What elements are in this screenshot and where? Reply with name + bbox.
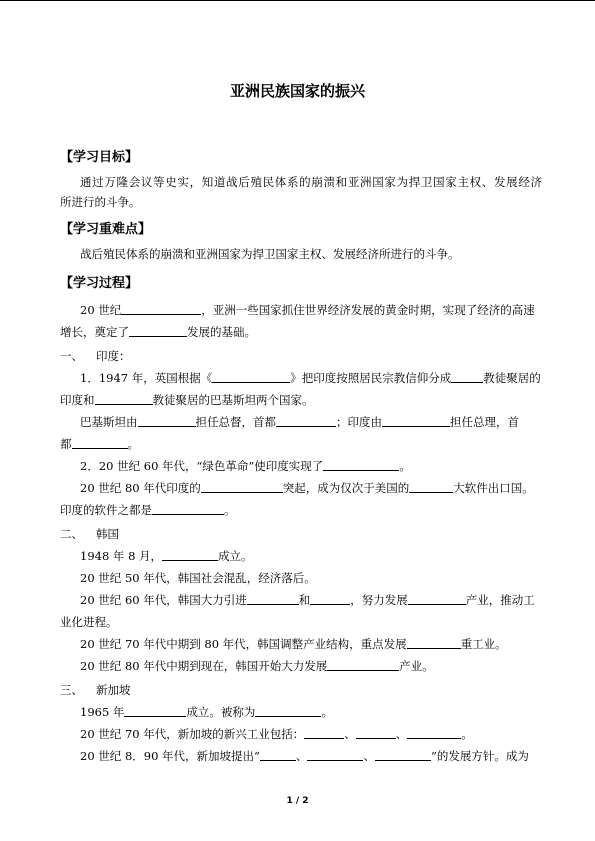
text: 》把印度按照居民宗教信仰分成 [290,371,452,385]
fill-blank[interactable] [138,414,196,427]
fill-blank[interactable] [201,480,283,493]
fill-blank[interactable] [408,592,466,605]
korea-line-4: 业化进程。 [60,615,118,629]
text: 。 [321,705,333,719]
page-top-rule [0,0,595,1]
text: 1965 年 [80,705,125,719]
fill-blank[interactable] [121,302,201,315]
text: 成立。 [218,549,253,563]
text: 增长，奠定了 [60,325,129,339]
text: 产业。 [399,659,434,673]
singapore-line-2 [60,724,542,744]
fill-blank[interactable] [72,436,128,449]
singapore-heading [60,680,542,700]
india-line-6 [60,478,542,498]
text: 印度的软件之都是 [60,503,152,517]
fill-blank[interactable] [247,592,299,605]
text: 20 世纪 70 年代，新加坡的新兴工业包括： [80,727,305,741]
text: 。 [399,459,411,473]
text: 、 [344,727,356,741]
section-heading-process: 【学习过程】 [60,276,139,291]
subheading: 韩国 [96,527,119,541]
list-number: 二、 [60,527,83,541]
text: 、 [363,749,375,763]
text: 产业，推动工 [465,593,535,607]
text: 。 [127,437,139,451]
section-heading-goal: 【学习目标】 [60,150,139,165]
fill-blank[interactable] [95,392,153,405]
india-line-2 [60,390,542,410]
text: 突起，成为仅次于美国的 [282,481,410,495]
fill-blank[interactable] [212,370,290,383]
korea-line-3 [60,590,542,610]
text: 20 世纪 60 年代，韩国大力引进 [80,593,247,607]
text: 大软件出口国。 [453,481,534,495]
india-line-1 [60,368,542,388]
fill-blank[interactable] [375,748,431,761]
text: 成立。被称为 [186,705,256,719]
india-line-4 [60,434,542,454]
india-line-3 [60,412,542,432]
text: 。 [461,727,473,741]
fill-blank[interactable] [327,658,399,671]
korea-line-6 [60,656,542,676]
india-heading [60,346,542,366]
text: 都 [60,437,72,451]
korea-line-2: 20 世纪 50 年代，韩国社会混乱，经济落后。 [80,571,316,585]
text: ”的发展方针。成为 [430,749,529,763]
fill-blank[interactable] [304,726,344,739]
intro-line-2 [60,322,542,342]
subheading: 印度： [96,349,131,363]
text: 20 世纪 70 年代中期到 80 年代，韩国调整产业结构，重点发展 [80,637,407,651]
fill-blank[interactable] [407,636,461,649]
text: 20 世纪 80 年代印度的 [80,481,201,495]
text: 1948 年 8 月， [80,549,163,563]
text: 和 [298,593,311,607]
singapore-line-3 [60,746,542,766]
key-text: 战后殖民体系的崩溃和亚洲国家为捍卫国家主权、发展经济所进行的斗争。 [80,247,460,261]
india-line-5 [60,456,542,476]
fill-blank[interactable] [356,726,396,739]
text: 。 [224,503,236,517]
text: 20 世纪 80 年代中期到现在，韩国开始大力发展 [80,659,328,673]
fill-blank[interactable] [310,592,350,605]
goal-text-line-1: 通过万隆会议等史实，知道战后殖民体系的崩溃和亚洲国家为捍卫国家主权、发展经济 [80,175,542,189]
text: 印度和 [60,393,95,407]
fill-blank[interactable] [255,704,321,717]
fill-blank[interactable] [260,748,296,761]
text: ，努力发展 [350,593,408,607]
page-title: 亚洲民族国家的振兴 [229,82,365,100]
text: 1．1947 年，英国根据《 [80,371,213,385]
text: 重工业。 [460,637,507,651]
text: 20 世纪 8．90 年代，新加坡提出“ [80,749,260,763]
fill-blank[interactable] [129,324,187,337]
fill-blank[interactable] [323,458,399,471]
korea-line-1 [60,546,542,566]
text: 巴基斯坦由 [80,415,138,429]
fill-blank[interactable] [152,502,224,515]
section-heading-key: 【学习重难点】 [60,222,152,237]
text: 担任总理，首 [450,415,519,429]
subheading: 新加坡 [96,683,131,697]
fill-blank[interactable] [162,548,218,561]
india-line-7 [60,500,542,520]
text: ；印度由 [336,415,382,429]
text: 、 [395,727,408,741]
fill-blank[interactable] [409,480,453,493]
fill-blank[interactable] [276,414,336,427]
fill-blank[interactable] [407,726,461,739]
text: 担任总督，首都 [195,415,276,429]
text: 发展的基础。 [187,325,256,339]
text: 教徒聚居的巴基斯坦两个国家。 [152,393,314,407]
fill-blank[interactable] [382,414,450,427]
fill-blank[interactable] [124,704,186,717]
fill-blank[interactable] [307,748,363,761]
text: 20 世纪 [80,303,122,317]
text: ，亚洲一些国家抓住世界经济发展的黄金时期，实现了经济的高速 [201,303,535,317]
intro-line-1 [60,300,542,320]
goal-text-line-2: 所进行的斗争。 [60,195,141,209]
singapore-line-1 [60,702,542,722]
korea-line-5 [60,634,542,654]
text: 、 [295,749,308,763]
page-number: 1 / 2 [286,796,309,806]
text: 2．20 世纪 60 年代，“绿色革命”使印度实现了 [80,459,324,473]
korea-heading [60,524,542,544]
fill-blank[interactable] [451,370,483,383]
text: 教徒聚居的 [483,371,541,385]
list-number: 一、 [60,349,83,363]
list-number: 三、 [60,683,83,697]
